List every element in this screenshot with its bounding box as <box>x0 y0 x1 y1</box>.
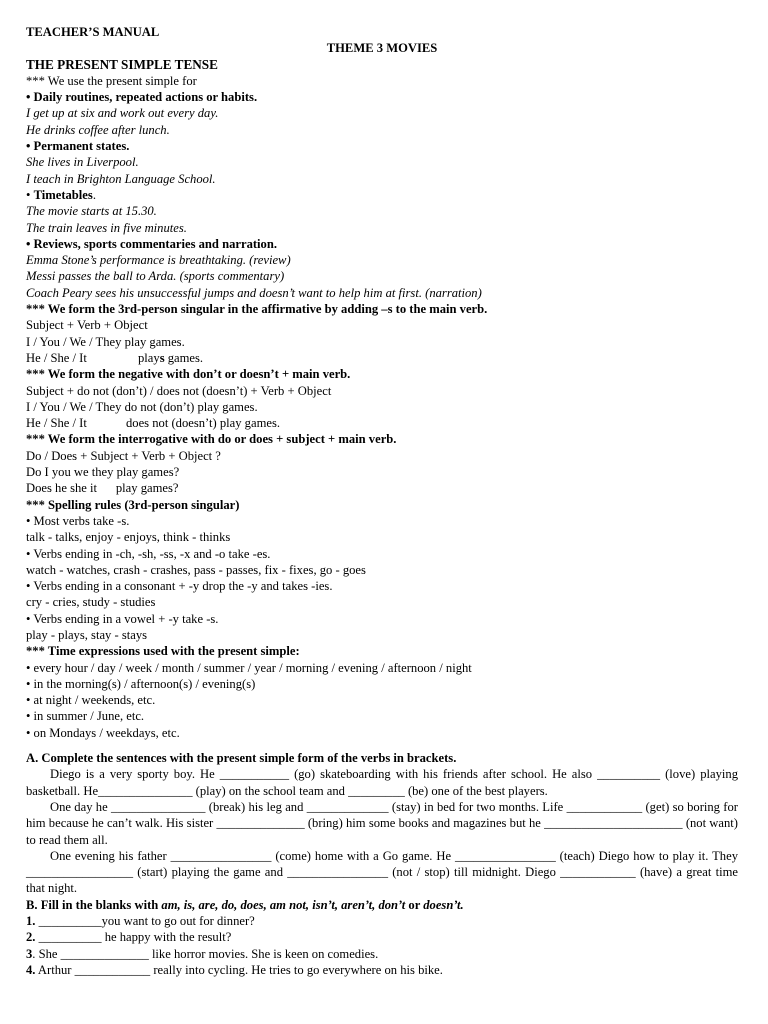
interrogative-example-1: Do I you we they play games? <box>26 465 180 480</box>
spelling-example-2: watch - watches, crash - crashes, pass - passes, fix - fixes, go - goes <box>26 562 366 577</box>
reviews-example-3: Coach Peary sees his unsuccessful jumps and doesn’t want to help him at first. (narration) <box>26 285 482 300</box>
exercise-b-item-text: . She ______________ like horror movies. She is keen on comedies. <box>32 946 379 961</box>
interrogative-rule: *** We form the interrogative with do or does + subject + main verb. <box>26 432 397 447</box>
time-expression-4: • in summer / June, etc. <box>26 709 145 724</box>
reviews-example-2: Messi passes the ball to Arda. (sports commentary) <box>26 269 285 284</box>
exercise-b-item-number: 4. <box>26 962 36 977</box>
exercise-b-item-number: 3 <box>26 946 33 961</box>
affirmative-rule: *** We form the 3rd-person singular in the affirmative by adding –s to the main verb. <box>26 302 488 317</box>
routines-heading: • Daily routines, repeated actions or habits. <box>26 90 258 105</box>
exercise-b-title: B. Fill in the blanks with am, is, are, do, does, am not, isn’t, aren’t, don’t or doesn’t. <box>26 897 464 912</box>
exercise-b-item <box>26 962 738 978</box>
time-expression-3: • at night / weekends, etc. <box>26 693 156 708</box>
time-expression-5: • on Mondays / weekdays, etc. <box>26 725 180 740</box>
spelling-example-3: cry - cries, study - studies <box>26 595 156 610</box>
spelling-rule-2: • Verbs ending in -ch, -sh, -ss, -x and -o take -es. <box>26 546 271 561</box>
spelling-example-4: play - plays, stay - stays <box>26 627 148 642</box>
negative-rule: *** We form the negative with don’t or doesn’t + main verb. <box>26 367 351 382</box>
spelling-example-1: talk - talks, enjoy - enjoys, think - thinks <box>26 530 231 545</box>
exercise-b-item-text: __________you want to go out for dinner? <box>35 914 255 929</box>
theme-title: THEME 3 MOVIES <box>326 41 438 56</box>
exercise-b-item-text: Arthur ____________ really into cycling. He tries to go everywhere on his bike. <box>35 962 443 977</box>
intro-line: *** We use the present simple for <box>26 73 197 88</box>
routines-example-1: I get up at six and work out every day. <box>26 106 219 121</box>
page-title: THE PRESENT SIMPLE TENSE <box>26 56 218 72</box>
reviews-heading: • Reviews, sports commentaries and narration. <box>26 236 278 251</box>
permanent-example-2: I teach in Brighton Language School. <box>26 171 216 186</box>
exercise-a-paragraph-1: Diego is a very sporty boy. He ___________ (go) skateboarding with his friends after school. He also __________ (love) playing basketball. He_______________ (play) on the school team and _________ (be) one of the best players. <box>26 767 738 798</box>
timetables-example-2: The train leaves in five minutes. <box>26 220 187 235</box>
affirmative-formula: Subject + Verb + Object <box>26 318 148 333</box>
interrogative-formula: Do / Does + Subject + Verb + Object ? <box>26 448 221 463</box>
exercise-a-paragraph-3: One evening his father ________________ (come) home with a Go game. He ________________ (teach) Diego how to play it. They _________________ (start) playing the game and ________________ (not / stop) till midnight. Diego ____________ (have) a great time that night. <box>26 848 738 896</box>
exercise-b-list <box>26 913 738 978</box>
exercise-b-item <box>26 946 738 962</box>
negative-example-1: I / You / We / They do not (don’t) play games. <box>26 399 258 414</box>
worksheet-page <box>26 24 738 978</box>
time-expression-1: • every hour / day / week / month / summer / year / morning / evening / afternoon / night <box>26 660 472 675</box>
spelling-rule-1: • Most verbs take -s. <box>26 513 130 528</box>
exercise-b-item <box>26 929 738 945</box>
spelling-rule-3: • Verbs ending in a consonant + -y drop the -y and takes -ies. <box>26 579 333 594</box>
negative-example-2: He / She / It does not (doesn’t) play games. <box>26 416 281 431</box>
timetables-heading: • Timetables. <box>26 187 96 202</box>
exercise-a-paragraph-2: One day he _______________ (break) his leg and _____________ (stay) in bed for two months. Life ____________ (get) so boring for him because he can’t walk. His sister ______________ (bring) him some books and magazines but he ______________________ (not want) to read them all. <box>26 799 738 847</box>
time-expressions-heading: *** Time expressions used with the present simple: <box>26 644 300 659</box>
exercise-a-title: A. Complete the sentences with the present simple form of the verbs in brackets. <box>26 751 457 766</box>
interrogative-example-2: Does he she it play games? <box>26 481 179 496</box>
spelling-heading: *** Spelling rules (3rd-person singular) <box>26 497 240 512</box>
exercise-b-item-number: 1. <box>26 914 36 929</box>
exercise-b-item-number: 2. <box>26 930 36 945</box>
exercise-b-item <box>26 913 738 929</box>
reviews-example-1: Emma Stone’s performance is breathtaking. (review) <box>26 253 291 268</box>
permanent-heading: • Permanent states. <box>26 139 130 154</box>
permanent-example-1: She lives in Liverpool. <box>26 155 139 170</box>
section-spacer <box>26 741 738 750</box>
affirmative-example-2: He / She / It plays games. <box>26 350 204 365</box>
affirmative-example-1: I / You / We / They play games. <box>26 334 185 349</box>
manual-label: TEACHER’S MANUAL <box>26 25 160 39</box>
spelling-rule-4: • Verbs ending in a vowel + -y take -s. <box>26 611 219 626</box>
time-expression-2: • in the morning(s) / afternoon(s) / evening(s) <box>26 676 256 691</box>
routines-example-2: He drinks coffee after lunch. <box>26 122 170 137</box>
negative-formula: Subject + do not (don’t) / does not (doesn’t) + Verb + Object <box>26 383 332 398</box>
exercise-b-item-text: __________ he happy with the result? <box>35 930 232 945</box>
timetables-example-1: The movie starts at 15.30. <box>26 204 157 219</box>
